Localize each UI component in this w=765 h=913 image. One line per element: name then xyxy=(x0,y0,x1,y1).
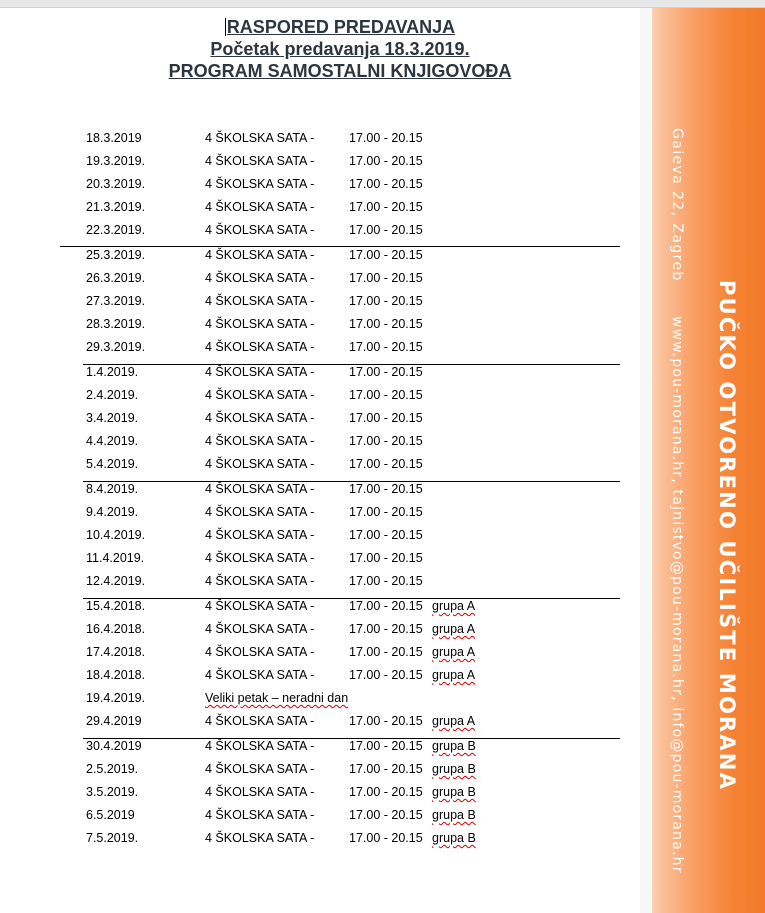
row-date: 9.4.2019. xyxy=(86,505,139,519)
schedule-row xyxy=(0,547,640,570)
row-hours: 4 ŠKOLSKA SATA - xyxy=(205,271,315,285)
row-hours: 4 ŠKOLSKA SATA - xyxy=(205,808,315,822)
row-date: 29.4.2019 xyxy=(86,714,142,728)
row-hours: 4 ŠKOLSKA SATA - xyxy=(205,551,315,565)
row-hours: 4 ŠKOLSKA SATA - xyxy=(205,505,315,519)
row-hours: 4 ŠKOLSKA SATA - xyxy=(205,434,315,448)
row-date: 17.4.2018. xyxy=(86,645,146,659)
row-hours: 4 ŠKOLSKA SATA - xyxy=(205,457,315,471)
schedule-row xyxy=(0,407,640,430)
row-hours: 4 ŠKOLSKA SATA - xyxy=(205,388,315,402)
schedule-row xyxy=(0,758,640,781)
row-hours: 4 ŠKOLSKA SATA - xyxy=(205,668,315,682)
row-date: 26.3.2019. xyxy=(86,271,146,285)
row-date: 28.3.2019. xyxy=(86,317,146,331)
row-date: 6.5.2019 xyxy=(86,808,135,822)
schedule-row xyxy=(0,687,640,710)
schedule-row xyxy=(0,478,640,501)
row-date: 2.4.2019. xyxy=(86,388,139,402)
school-contacts: www.pou-morana.hr, tajnistvo@pou-morana.hr, info@pou-morana.hr xyxy=(669,316,685,874)
schedule-row xyxy=(0,641,640,664)
row-hours: 4 ŠKOLSKA SATA - xyxy=(205,131,315,145)
row-time: 17.00 - 20.15 xyxy=(349,434,423,448)
row-date: 20.3.2019. xyxy=(86,177,146,191)
row-hours: 4 ŠKOLSKA SATA - xyxy=(205,177,315,191)
row-group: grupa B xyxy=(432,808,476,822)
row-time: 17.00 - 20.15 xyxy=(349,411,423,425)
row-date: 5.4.2019. xyxy=(86,457,139,471)
row-hours: 4 ŠKOLSKA SATA - xyxy=(205,714,315,728)
row-date: 16.4.2018. xyxy=(86,622,146,636)
schedule-row xyxy=(0,313,640,336)
row-time: 17.00 - 20.15 xyxy=(349,457,423,471)
row-hours: 4 ŠKOLSKA SATA - xyxy=(205,223,315,237)
row-hours: 4 ŠKOLSKA SATA - xyxy=(205,739,315,753)
row-time: 17.00 - 20.15 xyxy=(349,528,423,542)
row-time: 17.00 - 20.15 xyxy=(349,574,423,588)
row-hours: 4 ŠKOLSKA SATA - xyxy=(205,248,315,262)
row-group: grupa A xyxy=(432,622,476,636)
row-date: 18.3.2019 xyxy=(86,131,142,145)
schedule-row xyxy=(0,595,640,618)
schedule-row xyxy=(0,570,640,593)
schedule-row xyxy=(0,827,640,850)
program-title: PROGRAM SAMOSTALNI KNJIGOVOĐA xyxy=(168,61,512,81)
row-hours: 4 ŠKOLSKA SATA - xyxy=(205,762,315,776)
row-time: 17.00 - 20.15 xyxy=(349,340,423,354)
schedule-row xyxy=(0,781,640,804)
row-date: 2.5.2019. xyxy=(86,762,139,776)
schedule-row xyxy=(0,336,640,359)
schedule-row xyxy=(0,618,640,641)
row-time: 17.00 - 20.15 xyxy=(349,200,423,214)
schedule-row xyxy=(0,290,640,313)
row-time: 17.00 - 20.15 xyxy=(349,808,423,822)
row-time: 17.00 - 20.15 xyxy=(349,294,423,308)
schedule-row xyxy=(0,150,640,173)
row-date: 3.5.2019. xyxy=(86,785,139,799)
row-time: 17.00 - 20.15 xyxy=(349,154,423,168)
start-date-line: Početak predavanja 18.3.2019. xyxy=(210,39,470,59)
row-group: grupa A xyxy=(432,645,476,659)
row-date: 27.3.2019. xyxy=(86,294,146,308)
row-date: 15.4.2018. xyxy=(86,599,146,613)
school-address: Gaieva 22, Zagreb xyxy=(669,128,685,282)
schedule-row xyxy=(0,453,640,476)
row-group: grupa B xyxy=(432,739,476,753)
schedule-row xyxy=(0,430,640,453)
schedule-title: RASPORED PREDAVANJA xyxy=(226,17,456,37)
row-date: 30.4.2019 xyxy=(86,739,142,753)
row-date: 25.3.2019. xyxy=(86,248,146,262)
row-hours: 4 ŠKOLSKA SATA - xyxy=(205,645,315,659)
schedule-row xyxy=(0,173,640,196)
row-date: 1.4.2019. xyxy=(86,365,139,379)
row-group: grupa B xyxy=(432,785,476,799)
row-hours: 4 ŠKOLSKA SATA - xyxy=(205,340,315,354)
row-time: 17.00 - 20.15 xyxy=(349,645,423,659)
row-date: 19.3.2019. xyxy=(86,154,146,168)
row-time: 17.00 - 20.15 xyxy=(349,317,423,331)
schedule-row xyxy=(0,219,640,242)
row-hours: 4 ŠKOLSKA SATA - xyxy=(205,294,315,308)
row-hours: 4 ŠKOLSKA SATA - xyxy=(205,200,315,214)
row-hours: 4 ŠKOLSKA SATA - xyxy=(205,599,315,613)
school-name: PUČKO OTVORENO UČILIŠTE MORANA xyxy=(715,280,739,792)
row-time: 17.00 - 20.15 xyxy=(349,622,423,636)
schedule-row xyxy=(0,196,640,219)
row-hours: 4 ŠKOLSKA SATA - xyxy=(205,574,315,588)
row-time: 17.00 - 20.15 xyxy=(349,739,423,753)
row-time: 17.00 - 20.15 xyxy=(349,762,423,776)
row-group: grupa A xyxy=(432,668,476,682)
row-hours: 4 ŠKOLSKA SATA - xyxy=(205,622,315,636)
schedule-row xyxy=(0,361,640,384)
row-time: 17.00 - 20.15 xyxy=(349,831,423,845)
schedule-row xyxy=(0,710,640,733)
row-date: 8.4.2019. xyxy=(86,482,139,496)
row-date: 12.4.2019. xyxy=(86,574,146,588)
row-note: Veliki petak – neradni dan xyxy=(205,691,349,705)
row-time: 17.00 - 20.15 xyxy=(349,271,423,285)
row-group: grupa A xyxy=(432,599,476,613)
row-date: 29.3.2019. xyxy=(86,340,146,354)
schedule-row xyxy=(0,664,640,687)
schedule-row xyxy=(0,501,640,524)
row-hours: 4 ŠKOLSKA SATA - xyxy=(205,528,315,542)
row-time: 17.00 - 20.15 xyxy=(349,177,423,191)
row-time: 17.00 - 20.15 xyxy=(349,223,423,237)
row-date: 3.4.2019. xyxy=(86,411,139,425)
row-time: 17.00 - 20.15 xyxy=(349,131,423,145)
row-date: 10.4.2019. xyxy=(86,528,146,542)
row-time: 17.00 - 20.15 xyxy=(349,482,423,496)
row-time: 17.00 - 20.15 xyxy=(349,505,423,519)
row-date: 7.5.2019. xyxy=(86,831,139,845)
row-time: 17.00 - 20.15 xyxy=(349,365,423,379)
row-date: 22.3.2019. xyxy=(86,223,146,237)
row-time: 17.00 - 20.15 xyxy=(349,551,423,565)
row-date: 11.4.2019. xyxy=(86,551,145,565)
row-hours: 4 ŠKOLSKA SATA - xyxy=(205,365,315,379)
schedule-row xyxy=(0,244,640,267)
row-date: 19.4.2019. xyxy=(86,691,146,705)
schedule-row xyxy=(0,127,640,150)
row-time: 17.00 - 20.15 xyxy=(349,668,423,682)
row-date: 21.3.2019. xyxy=(86,200,146,214)
row-hours: 4 ŠKOLSKA SATA - xyxy=(205,482,315,496)
schedule-row xyxy=(0,524,640,547)
row-hours: 4 ŠKOLSKA SATA - xyxy=(205,411,315,425)
row-time: 17.00 - 20.15 xyxy=(349,785,423,799)
row-hours: 4 ŠKOLSKA SATA - xyxy=(205,785,315,799)
row-time: 17.00 - 20.15 xyxy=(349,248,423,262)
row-hours: 4 ŠKOLSKA SATA - xyxy=(205,831,315,845)
row-hours: 4 ŠKOLSKA SATA - xyxy=(205,154,315,168)
schedule-row xyxy=(0,804,640,827)
row-hours: 4 ŠKOLSKA SATA - xyxy=(205,317,315,331)
row-date: 4.4.2019. xyxy=(86,434,139,448)
row-group: grupa B xyxy=(432,831,476,845)
row-group: grupa A xyxy=(432,714,476,728)
schedule-row xyxy=(0,384,640,407)
row-group: grupa B xyxy=(432,762,476,776)
schedule-row xyxy=(0,735,640,758)
row-date: 18.4.2018. xyxy=(86,668,146,682)
schedule-row xyxy=(0,267,640,290)
row-time: 17.00 - 20.15 xyxy=(349,388,423,402)
row-time: 17.00 - 20.15 xyxy=(349,599,423,613)
row-time: 17.00 - 20.15 xyxy=(349,714,423,728)
page-margin xyxy=(640,8,652,913)
